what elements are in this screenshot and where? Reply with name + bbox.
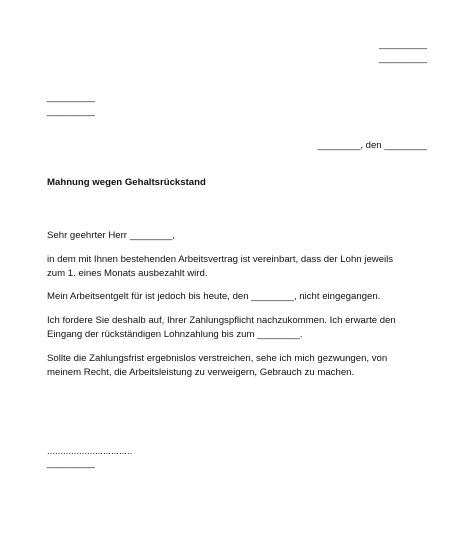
paragraph-4-line-2: meinem Recht, die Arbeitsleistung zu verweigern, Gebrauch zu machen. [47, 367, 355, 378]
sender-line-2: _________ [378, 53, 427, 64]
signature-name-line: _________ [47, 458, 96, 469]
paragraph-4-line-1: Sollte die Zahlungsfrist ergebnislos verstreichen, sehe ich mich gezwungen, von [47, 353, 388, 364]
letter-subject: Mahnung wegen Gehaltsrückstand [47, 177, 206, 188]
recipient-line-1: _________ [47, 92, 96, 103]
paragraph-1-line-1: in dem mit Ihnen bestehenden Arbeitsvertrag ist vereinbart, dass der Lohn jeweils [47, 254, 394, 265]
sender-line-1: _________ [378, 39, 427, 50]
paragraph-3-line-1: Ich fordere Sie deshalb auf, Ihrer Zahlungspflicht nachzukommen. Ich erwarte den [47, 315, 396, 326]
paragraph-2-line-1: Mein Arbeitsentgelt für ist jedoch bis heute, den ________, nicht eingegangen. [47, 291, 381, 302]
place-date-line: ________, den ________ [317, 140, 427, 151]
salutation: Sehr geehrter Herr ________, [47, 230, 175, 241]
signature-dotted-line: ................................ [47, 446, 133, 457]
paragraph-3-line-2: Eingang der rückständigen Lohnzahlung bis zum ________. [47, 329, 303, 340]
recipient-line-2: _________ [47, 106, 96, 117]
paragraph-1-line-2: zum 1. eines Monats ausbezahlt wird. [47, 268, 208, 279]
